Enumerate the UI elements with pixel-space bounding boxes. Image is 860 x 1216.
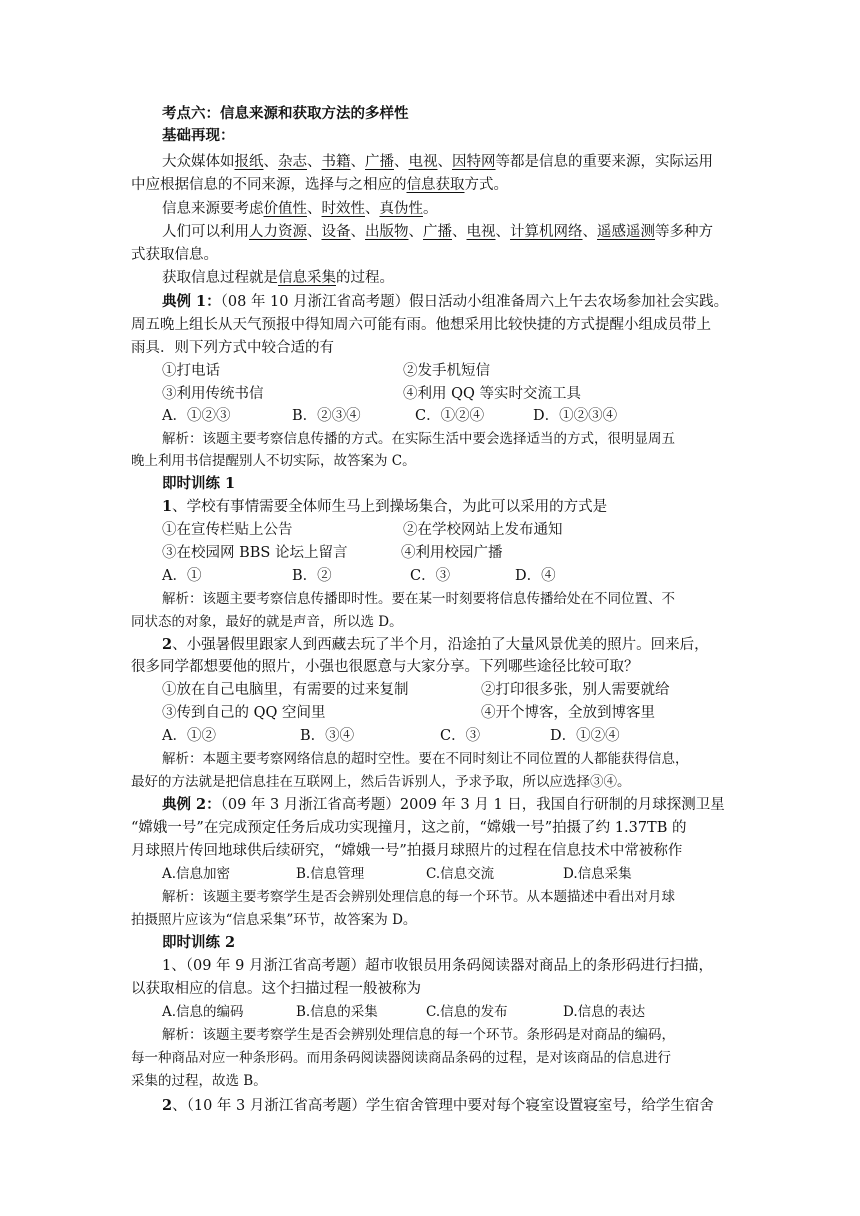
example-2-answers (0, 864, 860, 884)
option-4: ④利用校园广播 (401, 545, 503, 561)
answer-a: A.信息加密 (162, 866, 231, 882)
basics-paragraph-1-line-1: 大众媒体如报纸、杂志、书籍、广播、电视、因特网等都是信息的重要来源，实际运用 (162, 154, 713, 170)
training-2-q1-explanation-line-3: 采集的过程，故选 B。 (131, 1073, 267, 1089)
answer-c: C．③ (410, 568, 451, 584)
option-3: ③利用传统书信 (162, 386, 264, 402)
training-2-question-1-line-1: 1、（09 年 9 月浙江省高考题）超市收银员用条码阅读器对商品上的条形码进行扫描， (162, 958, 713, 974)
training-2-q1-explanation-line-1: 解析：该题主要考察学生是否会辨别处理信息的每一个环节。条形码是对商品的编码， (162, 1027, 675, 1043)
answer-d: D．①②③④ (533, 408, 618, 424)
training-1-question-1: 1、学校有事情需要全体师生马上到操场集合，为此可以采用的方式是 (162, 498, 608, 515)
training-1-q2-answers (0, 726, 860, 746)
basics-paragraph-3-line-1: 人们可以利用人力资源、设备、出版物、广播、电视、计算机网络、遥感遥测等多种方 (162, 224, 713, 240)
training-1-q2-options-row-1 (0, 680, 860, 700)
example-1-explanation-line-1: 解析：该题主要考察信息传播的方式。在实际生活中要会选择适当的方式，很明显周五 (162, 431, 675, 447)
option-1: ①打电话 (162, 363, 220, 379)
answer-a: A.信息的编码 (162, 1004, 244, 1020)
answer-d: D．①②④ (550, 728, 620, 744)
example-2-explanation-line-2: 拍摄照片应该为“信息采集”环节，故答案为 D。 (131, 912, 417, 928)
example-1-answers (0, 406, 860, 426)
answer-b: B.信息的采集 (296, 1004, 378, 1020)
training-1-heading: 即时训练 1 (162, 475, 236, 492)
training-1-question-2-line-2: 很多同学都想要他的照片，小强也很愿意与大家分享。下列哪些途径比较可取？ (131, 659, 639, 675)
answer-d: D.信息的表达 (563, 1004, 646, 1020)
basics-paragraph-4: 获取信息过程就是信息采集的过程。 (162, 270, 394, 286)
training-1-q2-explanation-line-1: 解析：本题主要考察网络信息的超时空性。要在不同时刻让不同位置的人都能获得信息， (162, 751, 689, 767)
answer-c: C．③ (440, 728, 481, 744)
example-1-options-row-1 (0, 361, 860, 381)
training-1-q1-explanation-line-2: 同状态的对象，最好的就是声音，所以选 D。 (131, 614, 403, 630)
answer-b: B．③④ (300, 728, 355, 744)
option-3: ③在校园网 BBS 论坛上留言 (162, 545, 348, 561)
option-1: ①放在自己电脑里，有需要的过来复制 (162, 682, 409, 698)
option-2: ②在学校网站上发布通知 (403, 522, 563, 538)
basics-heading: 基础再现： (162, 127, 235, 144)
answer-a: A．①② (162, 728, 216, 744)
training-1-q1-options-row-2 (0, 543, 860, 563)
example-1-line-1: 典例 1：（08 年 10 月浙江省高考题）假日活动小组准备周六上午去农场参加社会实践。 (162, 293, 729, 310)
example-2-explanation-line-1: 解析：该题主要考察学生是否会辨别处理信息的每一个环节。从本题描述中看出对月球 (162, 889, 675, 905)
section-title: 考点六：信息来源和获取方法的多样性 (162, 105, 409, 122)
basics-paragraph-3-line-2: 式获取信息。 (131, 247, 218, 263)
example-1-explanation-line-2: 晚上利用书信提醒别人不切实际，故答案为 C。 (131, 453, 416, 469)
option-2: ②打印很多张，别人需要就给 (481, 682, 670, 698)
answer-a: A．① (162, 568, 202, 584)
answer-d: D.信息采集 (563, 866, 632, 882)
example-1-options-row-2 (0, 384, 860, 404)
example-2-line-2: “嫦娥一号”在完成预定任务后成功实现撞月，这之前，“嫦娥一号”拍摄了约 1.37TB 的 (131, 820, 687, 836)
training-1-q1-explanation-line-1: 解析：该题主要考察信息传播即时性。要在某一时刻要将信息传播给处在不同位置、不 (162, 591, 675, 607)
answer-c: C.信息的发布 (426, 1004, 508, 1020)
example-2-line-1: 典例 2：（09 年 3 月浙江省高考题）2009 年 3 月 1 日，我国自行研制的月球探测卫星 (162, 796, 725, 813)
answer-b: B.信息管理 (296, 866, 365, 882)
answer-c: C.信息交流 (426, 866, 495, 882)
option-3: ③传到自己的 QQ 空间里 (162, 705, 326, 721)
training-2-heading: 即时训练 2 (162, 934, 236, 951)
example-1-line-2: 周五晚上组长从天气预报中得知周六可能有雨。他想采用比较快捷的方式提醒小组成员带上 (131, 317, 711, 333)
answer-c: C．①②④ (415, 408, 485, 424)
example-2-line-3: 月球照片传回地球供后续研究，“嫦娥一号”拍摄月球照片的过程在信息技术中常被称作 (131, 843, 683, 859)
basics-paragraph-2: 信息来源要考虑价值性、时效性、真伪性。 (162, 201, 438, 217)
answer-a: A．①②③ (162, 408, 231, 424)
answer-b: B．② (292, 568, 332, 584)
example-1-line-3: 雨具．则下列方式中较合适的有 (131, 340, 334, 356)
training-1-q2-options-row-2 (0, 703, 860, 723)
training-2-q1-explanation-line-2: 每一种商品对应一种条形码。而用条码阅读器阅读商品条码的过程，是对该商品的信息进行 (131, 1050, 671, 1066)
basics-paragraph-1-line-2: 中应根据信息的不同来源，选择与之相应的信息获取方式。 (131, 177, 508, 193)
training-2-question-1-line-2: 以获取相应的信息。这个扫描过程一般被称为 (131, 981, 421, 997)
option-2: ②发手机短信 (403, 363, 490, 379)
option-4: ④开个博客，全放到博客里 (481, 705, 655, 721)
training-2-q1-answers (0, 1002, 860, 1022)
training-1-q2-explanation-line-2: 最好的方法就是把信息挂在互联网上，然后告诉别人，予求予取，所以应选择③④。 (131, 774, 631, 790)
option-1: ①在宣传栏贴上公告 (162, 522, 293, 538)
answer-d: D．④ (515, 568, 556, 584)
training-2-question-2-line-1: 2、（10 年 3 月浙江省高考题）学生宿舍管理中要对每个寝室设置寝室号，给学生宿舍 (162, 1097, 714, 1114)
training-1-q1-options-row-1 (0, 520, 860, 540)
answer-b: B．②③④ (292, 408, 361, 424)
training-1-question-2-line-1: 2、小强暑假里跟家人到西藏去玩了半个月，沿途拍了大量风景优美的照片。回来后， (162, 636, 709, 653)
option-4: ④利用 QQ 等实时交流工具 (403, 386, 581, 402)
training-1-q1-answers (0, 566, 860, 586)
